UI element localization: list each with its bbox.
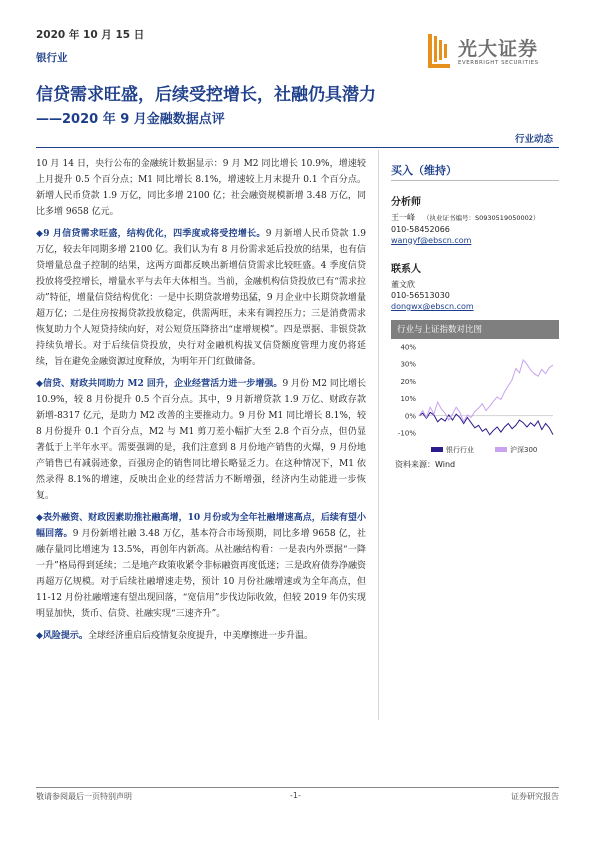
bullet-diamond-icon: ◆	[36, 513, 43, 523]
risk-heading: 风险提示。	[42, 631, 88, 641]
paragraph-summary	[36, 156, 366, 220]
paragraph-risk	[36, 628, 366, 644]
logo-chinese-name: 光大证券	[458, 38, 539, 60]
legend-swatch	[495, 447, 507, 452]
y-tick-label: 30%	[400, 360, 416, 369]
footer-divider	[36, 787, 559, 788]
credit-text: 9 月新增人民币贷款 1.9 万亿，较去年同期多增 2100 亿。我们认为有 8 月份需求延后投放的结果，也有信贷增量总盘子控制的结果，这两方面都反映出新增信贷需求比较旺盛。4 季度信贷投放将受控增长，增量水平与去年大体相当。当前，金融机构信贷投放已有“需求拉动”特征，增量信贷结构优化：一是中长期贷款增势迅猛，9 月企业中长期贷款增量超万亿；二是住房按揭贷款投放稳定，供需两旺，未来有调控压力；三是消费需求恢复助力个人短贷持续向好，对公短贷压降挤出“虚增规模”。四是票据、非银贷款持续负增长。对于后续信贷投放，央行对金融机构拔叉信贷额度管理力度仍将延续，旨在避免金融资源过度释放，为明年开门红做储备。	[36, 229, 367, 367]
analyst-email-link[interactable]: wangyf@ebscn.com	[391, 236, 472, 245]
page-number: -1-	[290, 791, 301, 800]
analyst-heading: 分析师	[391, 197, 421, 208]
legend-swatch	[431, 447, 443, 452]
bullet-diamond-icon: ◆	[36, 379, 43, 389]
contact-email-link[interactable]: dongwx@ebscn.com	[391, 302, 474, 311]
report-body	[36, 156, 366, 650]
social-financing-heading: 表外融资、财政因素助推社融高增，10 月份或为全年社融增速高点，后续有望小幅回落。	[36, 513, 366, 539]
column-divider	[378, 150, 379, 720]
series-line-1	[419, 360, 553, 422]
industry-index-chart	[391, 341, 559, 461]
industry-label: 银行业	[36, 52, 68, 64]
paragraph-money-supply	[36, 376, 366, 504]
credit-heading: 9 月信贷需求旺盛，结构优化，四季度或将受控增长。	[43, 229, 266, 239]
y-tick-label: -10%	[397, 429, 416, 438]
y-tick-label: 20%	[400, 377, 416, 386]
company-logo	[428, 34, 563, 76]
social-financing-text: 9 月份新增社融 3.48 万亿，基本符合市场预期，同比多增 9658 亿，社融存量同比增速为 13.5%，再创年内新高。从社融结构看：一是表内外票据“一降一升”格局得到延续；二是地产政策收紧令非标融资再度低迷；三是政府债券净融资再超万亿规模。对于后续社融增速走势，预计 10 月份社融增速或为全年高点，但 11-12 月份社融增速有望出现回落，“宽信用”步伐边际收敛，但较 2019 年仍实现明显加快，货币、信贷、社融实现“三速齐升”。	[36, 529, 366, 619]
report-category: 行业动态	[515, 134, 554, 145]
analyst-phone: 010-58452066	[391, 225, 450, 234]
everbright-logo-icon	[428, 34, 452, 68]
y-tick-label: 0%	[404, 412, 416, 421]
logo-english-name: EVERBRIGHT SECURITIES	[458, 60, 539, 66]
rating-divider	[391, 180, 559, 181]
paragraph-credit	[36, 226, 366, 370]
footer-disclaimer: 敬请参阅最后一页特别声明	[36, 792, 132, 801]
contact-name: 董文欣	[391, 280, 415, 289]
chart-source: 资料来源：Wind	[395, 460, 456, 469]
footer-report-type: 证券研究报告	[511, 792, 559, 801]
report-title: 信贷需求旺盛，后续受控增长，社融仍具潜力	[36, 85, 376, 105]
y-tick-label: 40%	[400, 343, 416, 352]
money-supply-heading: 信贷、财政共同助力 M2 回升，企业经营活力进一步增强。	[42, 379, 283, 389]
header-divider	[36, 147, 559, 148]
report-subtitle: ——2020 年 9 月金融数据点评	[36, 112, 225, 127]
money-supply-text: 9 月份 M2 同比增长 10.9%，较 8 月份提升 0.5 个百分点。其中，9 月新增贷款 1.9 万亿、财政存款新增-8317 亿元，是助力 M2 改善的主要推动力。9 月份 M1 同比增长 8.1%，较 8 月份提升 0.1 个百分点，M2 与 M1 剪刀差小幅扩大至 2.8 个百分点，但仍显著低于上半年水平。需要强调的是，我们注意到 8 月份地产销售的火爆，9 月份地产销售已有减弱迹象，百强房企的销售同比增长略显乏力。在这种情况下，M1 依然录得 8.1%的增速，反映出企业的经营活力不断增强，经济内生动能进一步恢复。	[36, 379, 366, 501]
analyst-name: 王一峰	[391, 213, 415, 222]
risk-text: 全球经济重启后疫情复杂度提升，中美摩擦进一步升温。	[87, 631, 313, 641]
rating-label: 买入（维持）	[391, 164, 457, 177]
contact-heading: 联系人	[391, 264, 421, 275]
chart-title: 行业与上证指数对比图	[397, 325, 483, 335]
y-tick-label: 10%	[400, 395, 416, 404]
legend-label: 银行行业	[446, 446, 474, 454]
chart-title-bar	[391, 320, 559, 339]
summary-text: 10 月 14 日，央行公布的金融统计数据显示：9 月 M2 同比增长 10.9%，增速较上月提升 0.5 个百分点；M1 同比增长 8.1%，增速较上月末提升 0.1 个百分点。新增人民币贷款 1.9 万亿，同比多增 2100 亿；社会融资规模新增 3.48 万亿，同比多增 9658 亿元。	[36, 159, 366, 217]
bullet-diamond-icon: ◆	[36, 631, 43, 641]
contact-phone: 010-56513030	[391, 291, 450, 300]
report-date: 2020 年 10 月 15 日	[36, 29, 145, 41]
legend-label: 沪深300	[510, 446, 538, 454]
bullet-diamond-icon: ◆	[36, 229, 44, 239]
analyst-certificate: （执业证书编号：S0930519050002）	[423, 214, 540, 222]
paragraph-social-financing	[36, 510, 366, 622]
